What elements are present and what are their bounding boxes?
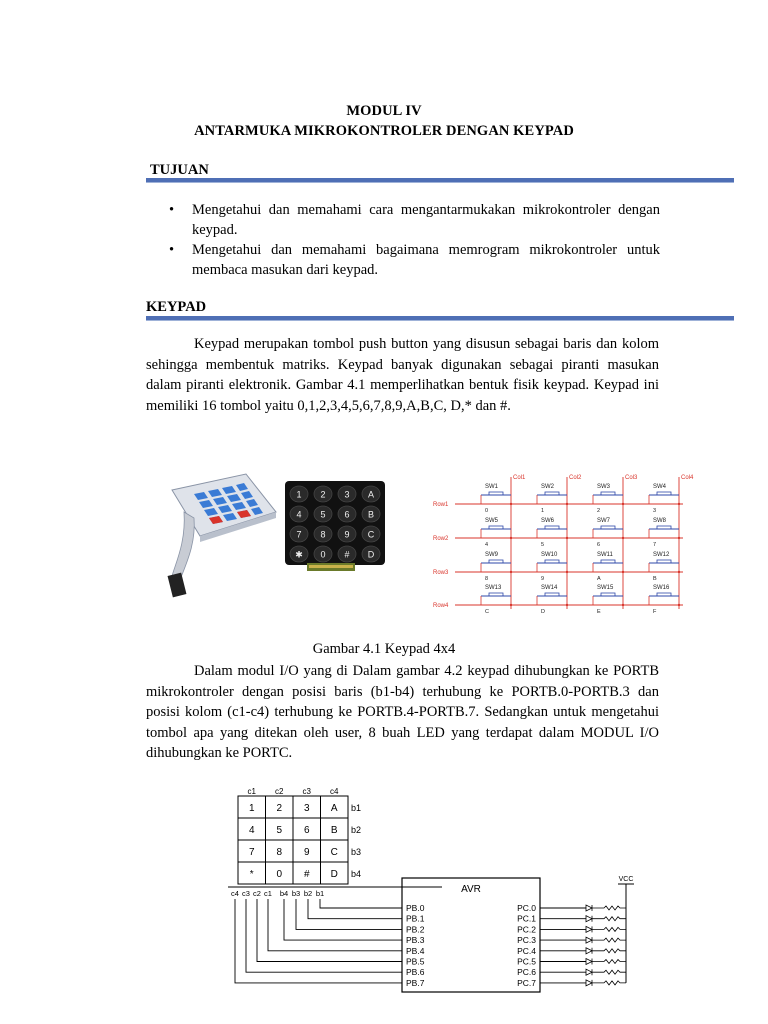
avr-chip-label: AVR: [461, 884, 481, 895]
pb-pin-label: PB.6: [406, 967, 425, 978]
switch-value: D: [541, 609, 545, 614]
resistor-icon: [592, 970, 626, 974]
tujuan-list: [150, 200, 660, 280]
switch-value: F: [653, 609, 657, 614]
junction-dot: [510, 537, 512, 539]
row-label: Row1: [433, 502, 449, 508]
bus-label: b2: [303, 889, 313, 898]
list-item-text: Mengetahui dan memahami bagaimana memrogram mikrokontroler untuk membaca masukan dari keypad.: [192, 242, 660, 278]
pb-wire: [268, 899, 402, 951]
switch-label: SW13: [485, 585, 502, 591]
section-rule: [146, 178, 734, 183]
row-label: b2: [351, 825, 362, 835]
junction-dot: [566, 503, 568, 505]
led-icon: [586, 937, 592, 943]
keypad-key-label: 0: [320, 549, 326, 560]
pb-wire: [235, 899, 402, 983]
pb-pin-label: PB.7: [406, 977, 425, 988]
section-heading-tujuan: TUJUAN: [150, 162, 209, 178]
switch-value: 3: [653, 508, 657, 514]
switch-symbol: [545, 526, 559, 529]
keypad-cell-label: 1: [248, 803, 255, 814]
led-icon: [586, 980, 592, 986]
vcc-label: VCC: [618, 876, 634, 883]
junction-dot: [566, 571, 568, 573]
resistor-icon: [592, 927, 626, 931]
pb-pin-label: PB.2: [406, 924, 425, 935]
led-icon: [586, 916, 592, 922]
switch-value: 0: [485, 508, 489, 514]
switch-label: SW7: [597, 518, 611, 524]
column-label: c1: [247, 787, 256, 796]
keypad-key-label: ✱: [295, 549, 303, 560]
bus-label: c2: [253, 889, 261, 898]
pc-pin-label: PC.7: [517, 977, 536, 988]
switch-symbol: [489, 526, 503, 529]
switch-value: E: [597, 609, 601, 614]
keypad-key-label: D: [367, 549, 375, 560]
junction-dot: [510, 571, 512, 573]
switch-symbol: [601, 526, 615, 529]
junction-dot: [622, 604, 624, 606]
switch-symbol: [657, 593, 671, 596]
resistor-icon: [592, 981, 626, 985]
junction-dot: [566, 537, 568, 539]
resistor-icon: [592, 917, 626, 921]
switch-label: SW4: [653, 484, 667, 490]
keypad-key-label: 4: [296, 509, 302, 520]
column-label: c2: [275, 787, 284, 796]
switch-symbol: [489, 560, 503, 563]
switch-value: B: [653, 576, 657, 582]
column-label: Col3: [625, 475, 638, 481]
keypad-key-label: 7: [296, 529, 302, 540]
keypad-key-label: 9: [344, 529, 350, 540]
pc-pin-label: PC.5: [517, 956, 536, 967]
pb-pin-label: PB.1: [406, 913, 425, 924]
junction-dot: [622, 503, 624, 505]
module-title: ANTARMUKA MIKROKONTROLER DENGAN KEYPAD: [194, 123, 574, 139]
section-rule: [146, 316, 734, 321]
pb-wire: [308, 899, 402, 919]
column-label: c3: [302, 787, 311, 796]
resistor-icon: [592, 938, 626, 942]
keypad-cell-label: 3: [303, 803, 310, 814]
junction-dot: [678, 537, 680, 539]
keypad-cell-label: B: [330, 825, 338, 836]
keypad-key-label: B: [367, 509, 375, 520]
keypad-cell-label: 4: [248, 825, 255, 836]
list-item: [150, 200, 660, 240]
junction-dot: [678, 571, 680, 573]
switch-symbol: [545, 492, 559, 495]
row-label: b1: [351, 803, 362, 813]
led-icon: [586, 926, 592, 932]
column-label: Col1: [513, 475, 526, 481]
switch-symbol: [489, 593, 503, 596]
junction-dot: [510, 604, 512, 606]
pc-pin-label: PC.3: [517, 935, 536, 946]
column-label: c4: [330, 787, 339, 796]
pb-pin-label: PB.0: [406, 903, 425, 913]
led-icon: [586, 905, 592, 911]
switch-symbol: [601, 560, 615, 563]
resistor-icon: [592, 960, 626, 964]
switch-symbol: [489, 492, 503, 495]
switch-label: SW11: [597, 552, 613, 558]
keypad-cell-label: 8: [276, 847, 283, 858]
switch-value: C: [485, 609, 489, 614]
led-icon: [586, 948, 592, 954]
pb-pin-label: PB.3: [406, 935, 425, 946]
junction-dot: [566, 604, 568, 606]
switch-symbol: [657, 492, 671, 495]
io-paragraph-text: Dalam modul I/O yang di Dalam gambar 4.2 keypad dihubungkan ke PORTB mikrokontroler dengan posisi baris (b1-b4) terhubung ke PORTB.0-PORTB.3 dan posisi kolom (c1-c4) terhubung ke PORTB.4-PORTB.7. Sedangkan untuk mengetahui tombol apa yang ditekan oleh user, 8 buah LED yang terdapat dalam MODUL I/O dihubungkan ke PORTC.: [146, 663, 659, 761]
keypad-key-label: 1: [296, 489, 302, 500]
switch-value: 5: [541, 542, 545, 548]
keypad-cell-label: A: [330, 803, 338, 814]
switch-symbol: [545, 593, 559, 596]
junction-dot: [622, 537, 624, 539]
switch-symbol: [601, 492, 615, 495]
keypad-paragraph: [146, 334, 659, 416]
switch-label: SW8: [653, 518, 667, 524]
resistor-icon: [592, 906, 626, 910]
led-icon: [586, 959, 592, 965]
bus-label: b3: [291, 889, 301, 898]
switch-label: SW15: [597, 585, 614, 591]
row-label: Row2: [433, 536, 449, 542]
switch-label: SW10: [541, 552, 558, 558]
pc-pin-label: PC.2: [517, 924, 536, 935]
row-label: b3: [351, 847, 362, 857]
keypad-cell-label: 9: [303, 847, 310, 858]
keypad-key-label: 6: [344, 509, 350, 520]
keypad-cell-label: D: [330, 869, 338, 880]
keypad-paragraph-text: Keypad merupakan tombol push button yang disusun sebagai baris dan kolom sehingga membentuk matriks. Keypad banyak digunakan sebagai piranti masukan dalam piranti elektronik. Gambar 4.1 memperlihatkan bentuk fisik keypad. Keypad ini memiliki 16 tombol yaitu 0,1,2,3,4,5,6,7,8,9,A,B,C, D,* dan #.: [146, 336, 659, 414]
junction-dot: [510, 503, 512, 505]
keypad-cell-label: 6: [303, 825, 310, 836]
bus-label: c1: [264, 889, 272, 898]
switch-value: 2: [597, 508, 601, 514]
switch-value: 6: [597, 542, 601, 548]
row-label: Row4: [433, 603, 449, 609]
list-item-text: Mengetahui dan memahami cara mengantarmukakan mikrokontroler dengan keypad.: [192, 202, 660, 238]
switch-symbol: [545, 560, 559, 563]
led-icon: [586, 969, 592, 975]
keypad-key-label: 3: [344, 489, 350, 500]
hard-keypad-image: [285, 481, 387, 573]
pc-pin-label: PC.0: [517, 903, 536, 913]
pc-pin-label: PC.1: [517, 913, 536, 924]
switch-label: SW9: [485, 552, 499, 558]
switch-symbol: [601, 593, 615, 596]
switch-value: 9: [541, 576, 545, 582]
module-number: MODUL IV: [346, 103, 422, 119]
keypad-cell-label: 7: [248, 847, 255, 858]
keypad-cell-label: C: [330, 847, 338, 858]
keypad-cell-label: 5: [276, 825, 283, 836]
pb-wire: [320, 899, 402, 908]
pc-pin-label: PC.6: [517, 967, 536, 978]
junction-dot: [678, 503, 680, 505]
figure-caption: Gambar 4.1 Keypad 4x4: [312, 641, 456, 657]
membrane-keypad-image: [164, 472, 280, 600]
switch-symbol: [657, 560, 671, 563]
bus-label: c3: [242, 889, 250, 898]
keypad-key-label: 5: [320, 509, 326, 520]
switch-label: SW12: [653, 552, 670, 558]
keypad-cell-label: 2: [276, 803, 283, 814]
pb-pin-label: PB.4: [406, 945, 425, 956]
switch-value: A: [597, 576, 601, 582]
row-label: Row3: [433, 570, 449, 576]
switch-value: 1: [541, 508, 545, 514]
io-paragraph: [146, 661, 659, 764]
bus-label: b4: [279, 889, 289, 898]
row-label: b4: [351, 869, 362, 879]
bus-label: c4: [231, 889, 239, 898]
switch-value: 7: [653, 542, 657, 548]
switch-label: SW6: [541, 518, 555, 524]
junction-dot: [678, 604, 680, 606]
pc-pin-label: PC.4: [517, 945, 536, 956]
switch-label: SW14: [541, 585, 558, 591]
switch-label: SW5: [485, 518, 499, 524]
resistor-icon: [592, 949, 626, 953]
pb-wire: [284, 899, 402, 940]
bullet-icon: •: [169, 242, 175, 258]
pb-pin-label: PB.5: [406, 956, 425, 967]
column-label: Col2: [569, 475, 582, 481]
switch-value: 8: [485, 576, 489, 582]
list-item: [150, 240, 660, 280]
switch-label: SW3: [597, 484, 611, 490]
bullet-icon: •: [169, 202, 175, 218]
section-heading-keypad: KEYPAD: [146, 299, 207, 315]
switch-symbol: [657, 526, 671, 529]
keypad-key-label: C: [367, 529, 375, 540]
switch-label: SW1: [485, 484, 499, 490]
keypad-key-label: 8: [320, 529, 326, 540]
keypad-key-label: 2: [320, 489, 326, 500]
junction-dot: [622, 571, 624, 573]
column-label: Col4: [681, 475, 694, 481]
keypad-avr-diagram: [226, 786, 646, 996]
bus-label: b1: [315, 889, 325, 898]
switch-label: SW16: [653, 585, 670, 591]
pb-wire: [296, 899, 402, 929]
keypad-cell-label: *: [249, 869, 254, 880]
keypad-cell-label: 0: [276, 869, 283, 880]
switch-value: 4: [485, 542, 489, 548]
keypad-cell-label: #: [303, 869, 310, 880]
switch-label: SW2: [541, 484, 555, 490]
keypad-key-label: A: [367, 489, 375, 500]
keypad-schematic: [433, 471, 697, 614]
keypad-key-label: #: [344, 549, 350, 560]
